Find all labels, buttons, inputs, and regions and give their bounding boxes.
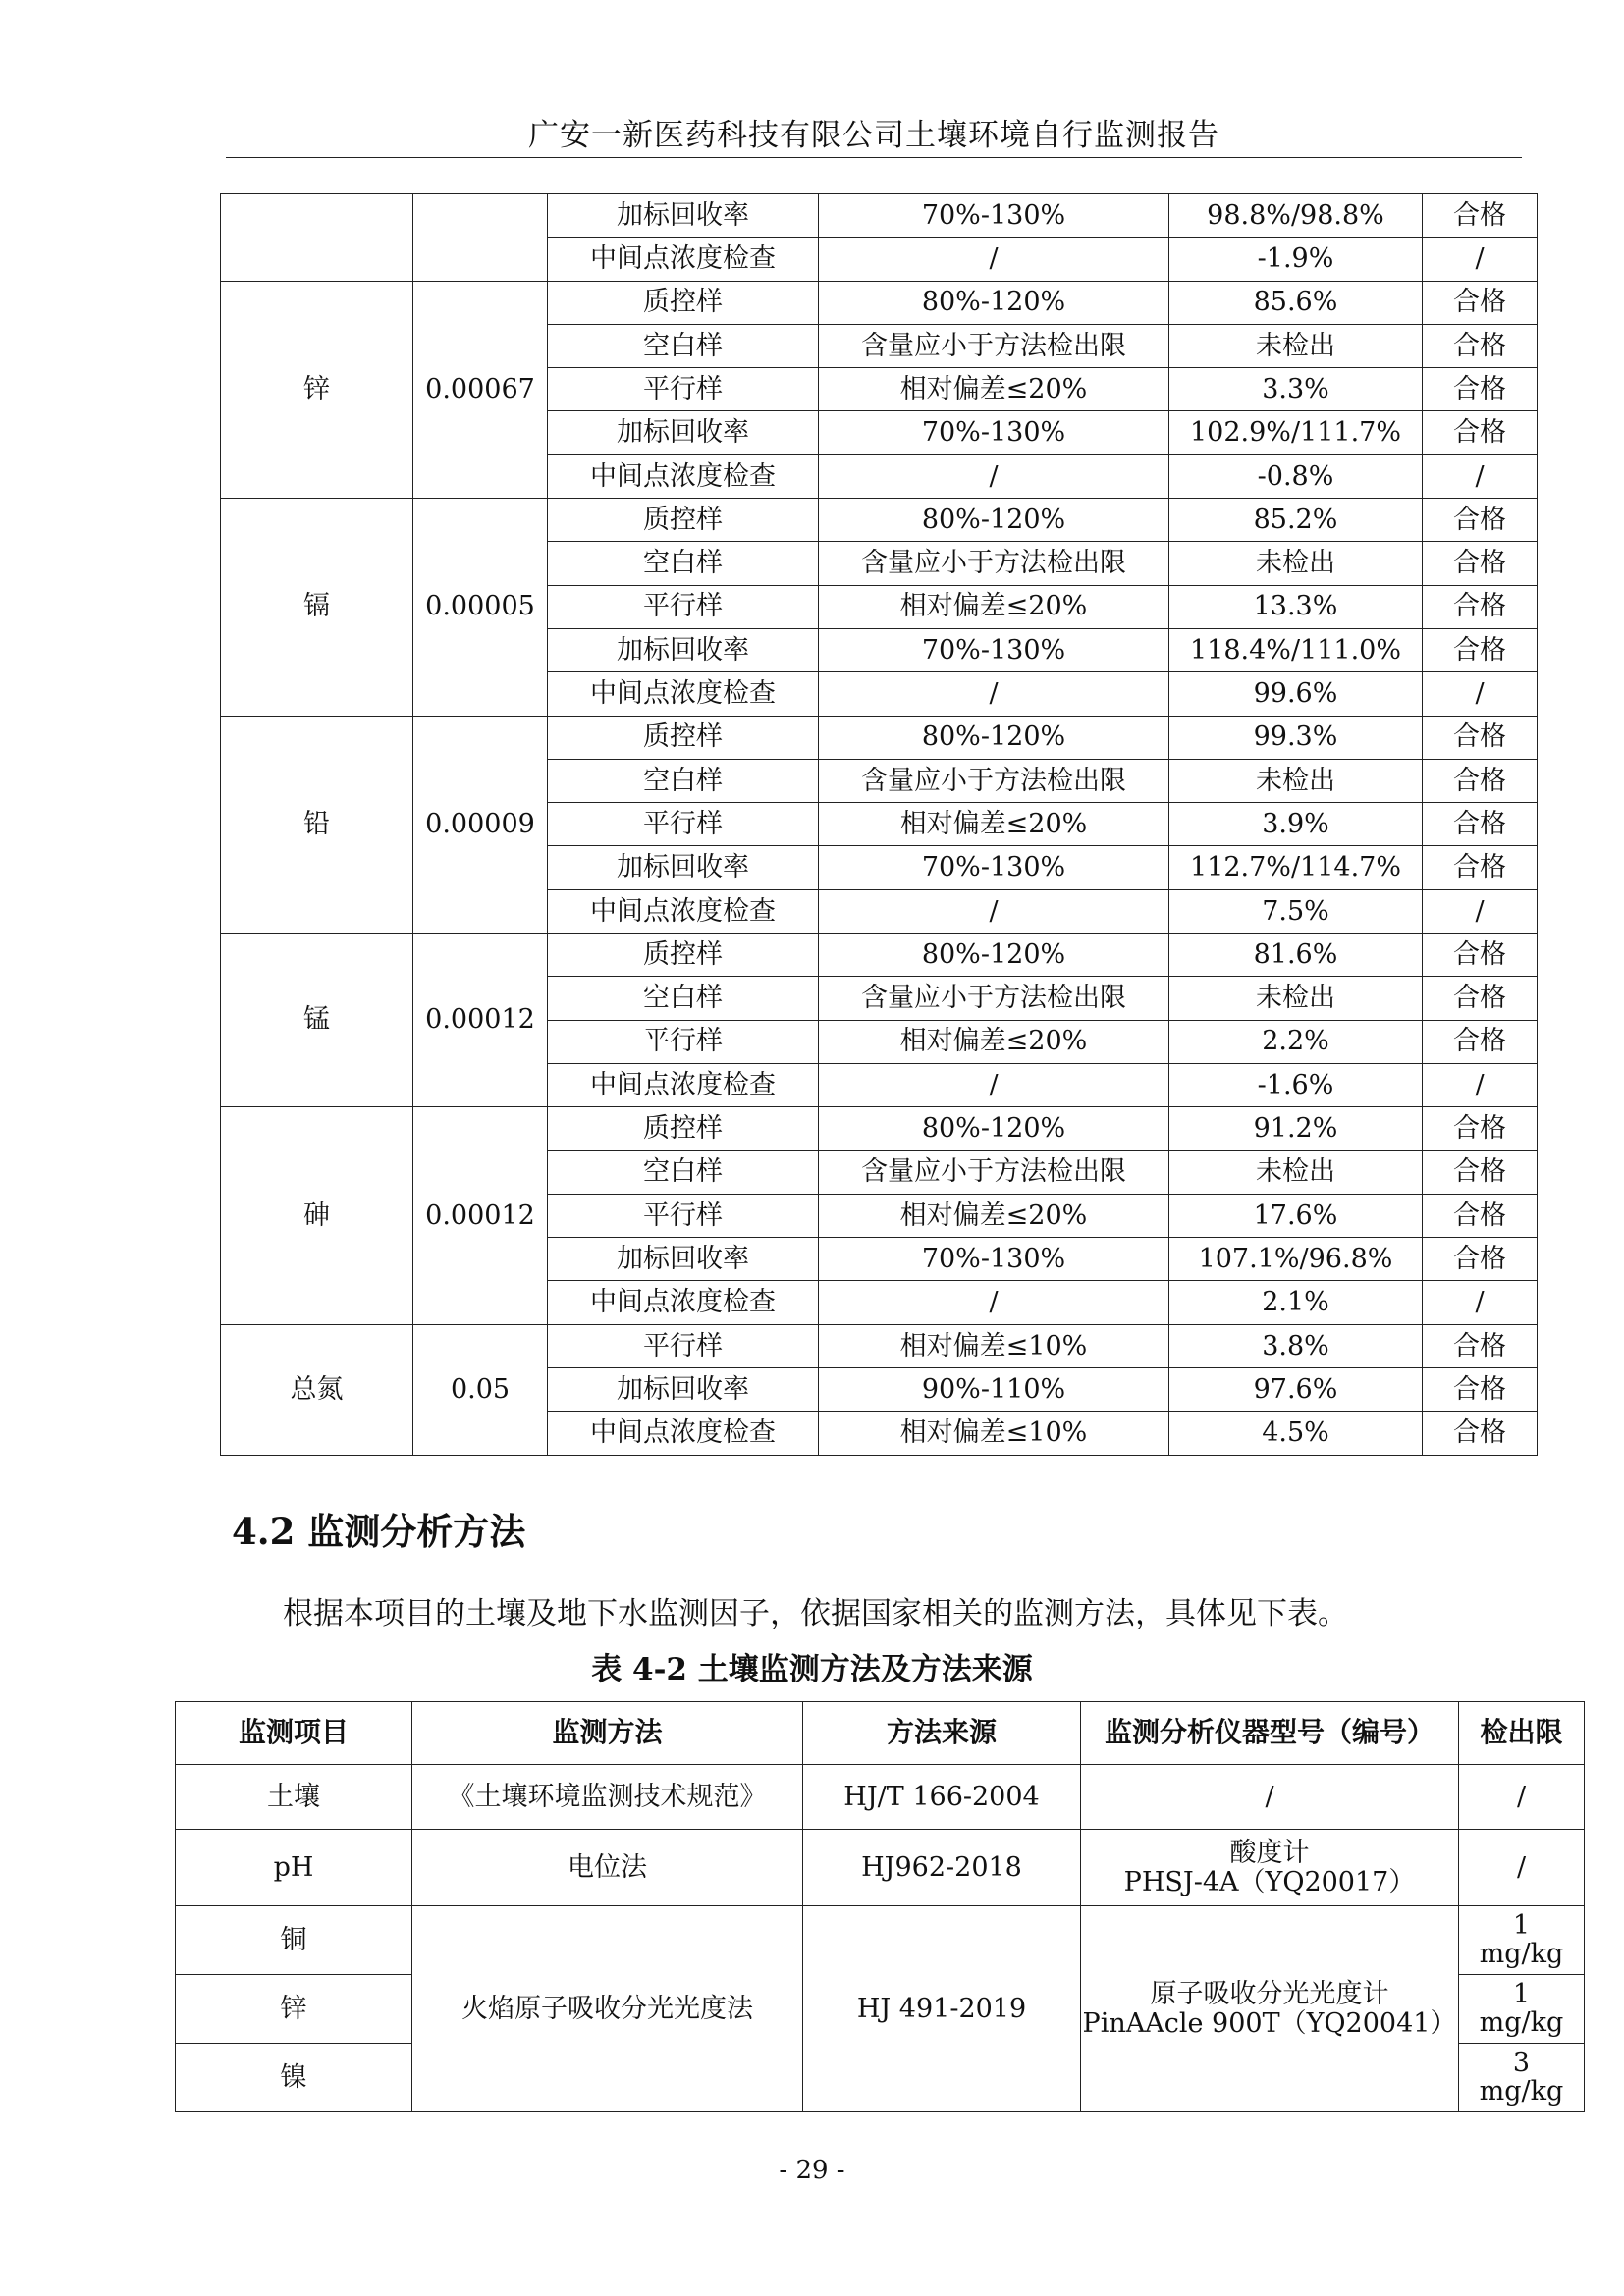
item-cell: 镍	[176, 2044, 412, 2112]
result-cell: 85.2%	[1169, 499, 1423, 542]
result-cell: 17.6%	[1169, 1194, 1423, 1237]
criterion-cell: 80%-120%	[819, 499, 1169, 542]
verdict-cell: 合格	[1423, 499, 1538, 542]
qc-type-cell: 空白样	[548, 759, 819, 802]
header-cell: 监测方法	[412, 1702, 803, 1765]
table-row	[176, 1906, 1585, 1975]
criterion-cell: /	[819, 889, 1169, 933]
analyte-cell: 锌	[221, 281, 413, 498]
criterion-cell: 含量应小于方法检出限	[819, 759, 1169, 802]
result-cell: 91.2%	[1169, 1107, 1423, 1150]
instrument-cell: /	[1081, 1765, 1459, 1830]
analyte-cell: 镉	[221, 499, 413, 716]
qc-type-cell: 中间点浓度检查	[548, 889, 819, 933]
verdict-cell: 合格	[1423, 1150, 1538, 1194]
qc-type-cell: 中间点浓度检查	[548, 238, 819, 281]
result-cell: 7.5%	[1169, 889, 1423, 933]
criterion-cell: 相对偏差≤10%	[819, 1324, 1169, 1367]
qc-type-cell: 质控样	[548, 499, 819, 542]
method-header-row	[176, 1702, 1585, 1765]
criterion-cell: 90%-110%	[819, 1368, 1169, 1412]
verdict-cell: /	[1423, 1281, 1538, 1324]
verdict-cell: 合格	[1423, 368, 1538, 411]
result-cell: 未检出	[1169, 324, 1423, 367]
limit-unit: mg/kg	[1479, 2075, 1564, 2107]
table-row	[221, 499, 1538, 542]
result-cell: 未检出	[1169, 977, 1423, 1020]
verdict-cell: 合格	[1423, 1238, 1538, 1281]
criterion-cell: 80%-120%	[819, 281, 1169, 324]
source-cell: HJ/T 166-2004	[803, 1765, 1081, 1830]
criterion-cell: 70%-130%	[819, 411, 1169, 454]
result-cell: 未检出	[1169, 542, 1423, 585]
qc-type-cell: 加标回收率	[548, 1368, 819, 1412]
detection-limit-cell	[413, 194, 548, 282]
qc-type-cell: 平行样	[548, 1020, 819, 1063]
limit-cell	[1459, 2044, 1585, 2112]
criterion-cell: /	[819, 454, 1169, 498]
criterion-cell: 80%-120%	[819, 1107, 1169, 1150]
verdict-cell: 合格	[1423, 628, 1538, 671]
qc-type-cell: 中间点浓度检查	[548, 672, 819, 716]
verdict-cell: 合格	[1423, 1368, 1538, 1412]
limit-cell: /	[1459, 1830, 1585, 1906]
result-cell: 99.3%	[1169, 716, 1423, 759]
verdict-cell: /	[1423, 889, 1538, 933]
analyte-cell: 锰	[221, 934, 413, 1107]
qc-type-cell: 中间点浓度检查	[548, 1412, 819, 1455]
qc-type-cell: 加标回收率	[548, 1238, 819, 1281]
verdict-cell: /	[1423, 1063, 1538, 1106]
criterion-cell: 70%-130%	[819, 194, 1169, 238]
verdict-cell: 合格	[1423, 803, 1538, 846]
result-cell: 未检出	[1169, 1150, 1423, 1194]
verdict-cell: 合格	[1423, 542, 1538, 585]
limit-value: 1	[1512, 1910, 1531, 1942]
verdict-cell: 合格	[1423, 411, 1538, 454]
item-cell: pH	[176, 1830, 412, 1906]
criterion-cell: 相对偏差≤20%	[819, 1194, 1169, 1237]
criterion-cell: 70%-130%	[819, 1238, 1169, 1281]
criterion-cell: 相对偏差≤20%	[819, 803, 1169, 846]
table-row	[221, 934, 1538, 977]
qc-type-cell: 空白样	[548, 1150, 819, 1194]
detection-limit-cell: 0.00009	[413, 716, 548, 933]
verdict-cell: /	[1423, 454, 1538, 498]
verdict-cell: 合格	[1423, 1194, 1538, 1237]
method-cell: 《土壤环境监测技术规范》	[412, 1765, 803, 1830]
result-cell: -1.9%	[1169, 238, 1423, 281]
qc-type-cell: 中间点浓度检查	[548, 1281, 819, 1324]
criterion-cell: 含量应小于方法检出限	[819, 542, 1169, 585]
qc-type-cell: 加标回收率	[548, 411, 819, 454]
instrument-line: 酸度计	[1229, 1837, 1310, 1868]
table-row	[176, 1830, 1585, 1906]
verdict-cell: 合格	[1423, 281, 1538, 324]
qc-table	[220, 193, 1538, 1456]
analyte-cell	[221, 194, 413, 282]
result-cell: 13.3%	[1169, 585, 1423, 628]
page-number: - 29 -	[779, 2156, 845, 2185]
instrument-line: 原子吸收分光光度计	[1150, 1978, 1389, 2009]
header-cell: 监测项目	[176, 1702, 412, 1765]
detection-limit-cell: 0.00012	[413, 934, 548, 1107]
result-cell: 4.5%	[1169, 1412, 1423, 1455]
header-cell: 检出限	[1459, 1702, 1585, 1765]
analyte-cell: 总氮	[221, 1324, 413, 1455]
verdict-cell: 合格	[1423, 324, 1538, 367]
verdict-cell: 合格	[1423, 1107, 1538, 1150]
result-cell: 107.1%/96.8%	[1169, 1238, 1423, 1281]
criterion-cell: 相对偏差≤20%	[819, 1020, 1169, 1063]
method-table	[175, 1701, 1585, 2112]
result-cell: 99.6%	[1169, 672, 1423, 716]
result-cell: 118.4%/111.0%	[1169, 628, 1423, 671]
criterion-cell: 相对偏差≤20%	[819, 585, 1169, 628]
verdict-cell: /	[1423, 238, 1538, 281]
criterion-cell: 70%-130%	[819, 846, 1169, 889]
qc-type-cell: 质控样	[548, 934, 819, 977]
qc-type-cell: 平行样	[548, 1324, 819, 1367]
result-cell: -0.8%	[1169, 454, 1423, 498]
qc-type-cell: 空白样	[548, 977, 819, 1020]
report-header-title: 广安一新医药科技有限公司土壤环境自行监测报告	[528, 118, 1219, 153]
criterion-cell: 相对偏差≤10%	[819, 1412, 1169, 1455]
detection-limit-cell: 0.00067	[413, 281, 548, 498]
instrument-line: PinAAcle 900T（YQ20041）	[1082, 2007, 1457, 2039]
criterion-cell: 80%-120%	[819, 716, 1169, 759]
table-row	[221, 281, 1538, 324]
result-cell: 98.8%/98.8%	[1169, 194, 1423, 238]
table-row	[221, 194, 1538, 238]
limit-unit: mg/kg	[1479, 2006, 1564, 2038]
result-cell: 3.3%	[1169, 368, 1423, 411]
qc-type-cell: 平行样	[548, 368, 819, 411]
header-rule	[226, 157, 1522, 158]
table-row	[221, 1107, 1538, 1150]
criterion-cell: /	[819, 1063, 1169, 1106]
header-cell: 监测分析仪器型号（编号）	[1081, 1702, 1459, 1765]
analyte-cell: 砷	[221, 1107, 413, 1324]
limit-value: 3	[1512, 2048, 1531, 2079]
criterion-cell: 80%-120%	[819, 934, 1169, 977]
verdict-cell: 合格	[1423, 194, 1538, 238]
criterion-cell: 含量应小于方法检出限	[819, 324, 1169, 367]
result-cell: -1.6%	[1169, 1063, 1423, 1106]
item-cell: 铜	[176, 1906, 412, 1975]
criterion-cell: /	[819, 238, 1169, 281]
item-cell: 锌	[176, 1975, 412, 2044]
criterion-cell: 含量应小于方法检出限	[819, 1150, 1169, 1194]
source-cell: HJ962-2018	[803, 1830, 1081, 1906]
verdict-cell: 合格	[1423, 934, 1538, 977]
result-cell: 3.9%	[1169, 803, 1423, 846]
limit-cell: /	[1459, 1765, 1585, 1830]
result-cell: 2.2%	[1169, 1020, 1423, 1063]
result-cell: 102.9%/111.7%	[1169, 411, 1423, 454]
limit-unit: mg/kg	[1479, 1938, 1564, 1969]
instrument-cell	[1081, 1830, 1459, 1906]
verdict-cell: 合格	[1423, 585, 1538, 628]
item-cell: 土壤	[176, 1765, 412, 1830]
source-cell: HJ 491-2019	[803, 1906, 1081, 2112]
qc-type-cell: 加标回收率	[548, 194, 819, 238]
method-cell: 火焰原子吸收分光光度法	[412, 1906, 803, 2112]
qc-type-cell: 平行样	[548, 803, 819, 846]
detection-limit-cell: 0.05	[413, 1324, 548, 1455]
verdict-cell: /	[1423, 672, 1538, 716]
verdict-cell: 合格	[1423, 759, 1538, 802]
detection-limit-cell: 0.00012	[413, 1107, 548, 1324]
analyte-cell: 铅	[221, 716, 413, 933]
table-row	[176, 1765, 1585, 1830]
verdict-cell: 合格	[1423, 1412, 1538, 1455]
limit-value: 1	[1512, 1979, 1531, 2010]
verdict-cell: 合格	[1423, 846, 1538, 889]
verdict-cell: 合格	[1423, 977, 1538, 1020]
result-cell: 81.6%	[1169, 934, 1423, 977]
criterion-cell: 含量应小于方法检出限	[819, 977, 1169, 1020]
result-cell: 112.7%/114.7%	[1169, 846, 1423, 889]
qc-type-cell: 加标回收率	[548, 846, 819, 889]
qc-type-cell: 空白样	[548, 324, 819, 367]
criterion-cell: /	[819, 1281, 1169, 1324]
qc-type-cell: 中间点浓度检查	[548, 1063, 819, 1106]
qc-type-cell: 质控样	[548, 1107, 819, 1150]
qc-type-cell: 加标回收率	[548, 628, 819, 671]
qc-type-cell: 质控样	[548, 281, 819, 324]
result-cell: 2.1%	[1169, 1281, 1423, 1324]
criterion-cell: /	[819, 672, 1169, 716]
table-row	[221, 716, 1538, 759]
qc-type-cell: 平行样	[548, 585, 819, 628]
verdict-cell: 合格	[1423, 1324, 1538, 1367]
section-heading: 4.2 监测分析方法	[232, 1510, 526, 1553]
table-caption: 表 4-2 土壤监测方法及方法来源	[591, 1652, 1033, 1687]
section-paragraph: 根据本项目的土壤及地下水监测因子，依据国家相关的监测方法，具体见下表。	[283, 1596, 1348, 1631]
verdict-cell: 合格	[1423, 1020, 1538, 1063]
instrument-line: PHSJ-4A（YQ20017）	[1123, 1866, 1416, 1897]
result-cell: 85.6%	[1169, 281, 1423, 324]
verdict-cell: 合格	[1423, 716, 1538, 759]
limit-cell	[1459, 1906, 1585, 1975]
qc-table-body	[221, 194, 1538, 1456]
result-cell: 未检出	[1169, 759, 1423, 802]
qc-type-cell: 中间点浓度检查	[548, 454, 819, 498]
limit-cell	[1459, 1975, 1585, 2044]
qc-type-cell: 空白样	[548, 542, 819, 585]
result-cell: 97.6%	[1169, 1368, 1423, 1412]
header-cell: 方法来源	[803, 1702, 1081, 1765]
result-cell: 3.8%	[1169, 1324, 1423, 1367]
table-row	[221, 1324, 1538, 1367]
criterion-cell: 相对偏差≤20%	[819, 368, 1169, 411]
qc-type-cell: 质控样	[548, 716, 819, 759]
qc-type-cell: 平行样	[548, 1194, 819, 1237]
method-cell: 电位法	[412, 1830, 803, 1906]
detection-limit-cell: 0.00005	[413, 499, 548, 716]
instrument-cell	[1081, 1906, 1459, 2112]
criterion-cell: 70%-130%	[819, 628, 1169, 671]
